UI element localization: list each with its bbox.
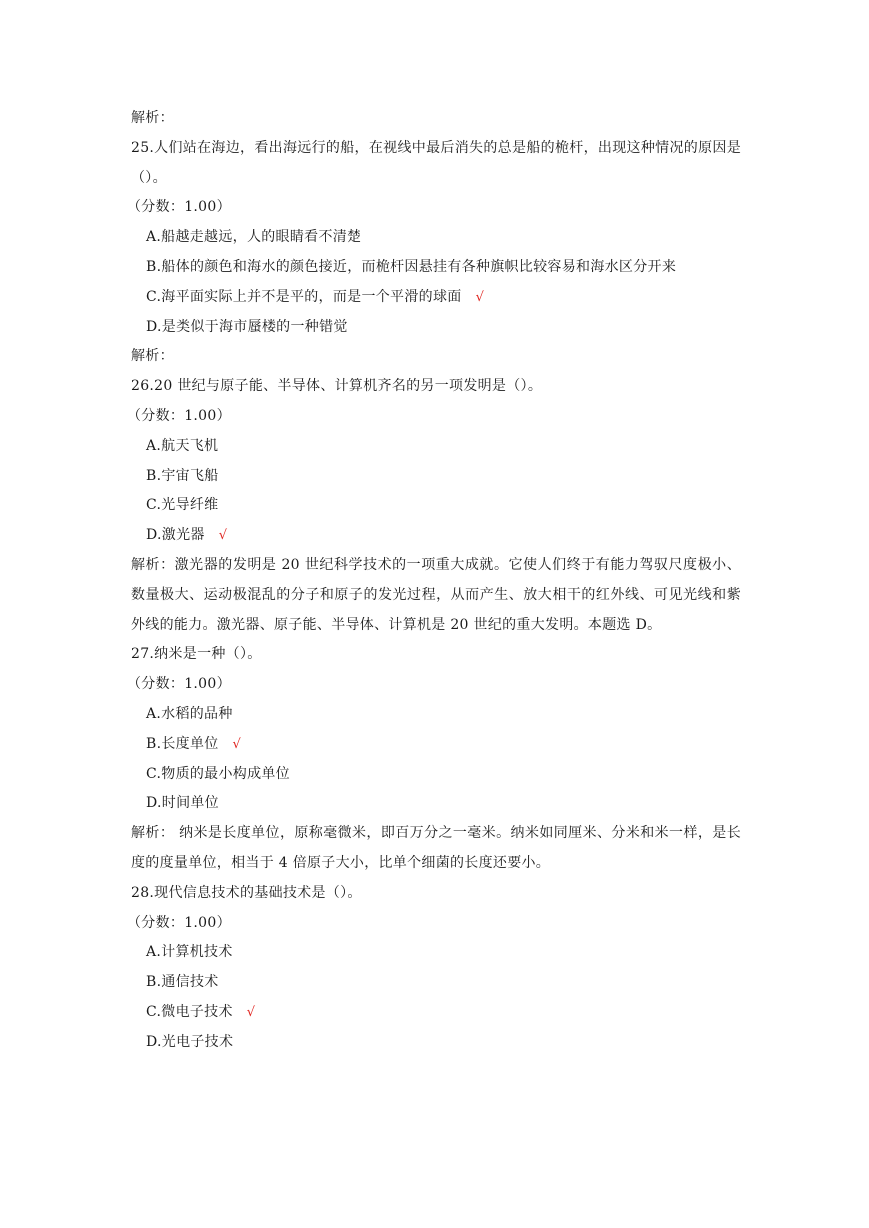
option-text: D.是类似于海市蜃楼的一种错觉 <box>146 318 348 335</box>
question-block <box>127 372 741 640</box>
question-block <box>127 640 741 878</box>
question-stem: 27.纳米是一种（）。 <box>131 646 262 663</box>
question-score: （分数：1.00） <box>127 199 231 216</box>
option-text: B.长度单位 <box>146 735 219 752</box>
option-text: A.水稻的品种 <box>146 705 233 722</box>
question-score: （分数：1.00） <box>127 676 231 693</box>
option-item <box>131 521 741 551</box>
analysis-paragraph <box>131 819 741 879</box>
option-text: D.时间单位 <box>146 795 219 812</box>
option-text: B.宇宙飞船 <box>146 467 219 484</box>
option-text: A.航天飞机 <box>146 437 219 454</box>
option-text: B.通信技术 <box>146 974 219 991</box>
option-text: C.微电子技术 <box>146 1003 233 1020</box>
question-stem: 25.人们站在海边，看出海远行的船，在视线中最后消失的总是船的桅杆，出现这种情况的原因是（）。 <box>131 139 741 186</box>
option-text: D.光电子技术 <box>146 1033 234 1050</box>
option-item <box>131 283 741 313</box>
option-text: B.船体的颜色和海水的颜色接近，而桅杆因悬挂有各种旗帜比较容易和海水区分开来 <box>146 258 677 275</box>
question-block <box>127 134 741 372</box>
option-text: C.海平面实际上并不是平的，而是一个平滑的球面 <box>146 288 462 305</box>
option-text: C.光导纤维 <box>146 497 219 514</box>
analysis-paragraph <box>131 551 741 640</box>
option-text: D.激光器 <box>146 527 205 544</box>
document-page <box>127 104 741 1058</box>
option-item <box>131 700 741 730</box>
option-item <box>131 938 741 968</box>
analysis-text: 激光器的发明是 20 世纪科学技术的一项重大成就。它使人们终于有能力驾驭尺度极小、数量极大、运动极混乱的分子和原子的发光过程，从而产生、放大相干的红外线、可见光线和紫外线的能力。激光器、原子能、半导体、计算机是 20 世纪的重大发明。本题选 D。 <box>131 556 741 633</box>
option-text: C.物质的最小构成单位 <box>146 765 290 782</box>
correct-answer-check-icon: √ <box>246 1004 256 1020</box>
option-item <box>131 789 741 819</box>
option-item <box>131 491 741 521</box>
option-item <box>131 223 741 253</box>
option-item <box>131 253 741 283</box>
question-score: （分数：1.00） <box>127 407 231 424</box>
option-text: A.船越走越远，人的眼睛看不清楚 <box>146 229 362 246</box>
analysis-label: 解析： <box>131 348 174 365</box>
option-item <box>131 462 741 492</box>
question-block <box>127 879 741 1058</box>
analysis-label: 解析： <box>131 110 174 126</box>
question-stem: 26.20 世纪与原子能、半导体、计算机齐名的另一项发明是（）。 <box>131 378 543 395</box>
option-item <box>131 998 741 1028</box>
correct-answer-check-icon: √ <box>475 289 485 305</box>
option-text: A.计算机技术 <box>146 944 233 961</box>
question-score: （分数：1.00） <box>127 914 231 931</box>
analysis-text: 纳米是长度单位，原称毫微米，即百万分之一毫米。纳米如同厘米、分米和米一样，是长度的度量单位，相当于 4 倍原子大小，比单个细菌的长度还要小。 <box>131 825 741 871</box>
option-item <box>131 1028 741 1058</box>
correct-answer-check-icon: √ <box>232 736 242 752</box>
question-list <box>127 134 741 1058</box>
option-item <box>131 760 741 790</box>
option-item <box>131 730 741 760</box>
analysis-line <box>131 104 741 134</box>
analysis-label: 解析： <box>131 825 175 842</box>
question-stem: 28.现代信息技术的基础技术是（）。 <box>131 884 362 901</box>
option-item <box>131 432 741 462</box>
correct-answer-check-icon: √ <box>218 528 228 544</box>
analysis-paragraph <box>131 342 741 372</box>
analysis-label: 解析： <box>131 556 175 573</box>
option-item <box>131 968 741 998</box>
option-item <box>131 313 741 343</box>
